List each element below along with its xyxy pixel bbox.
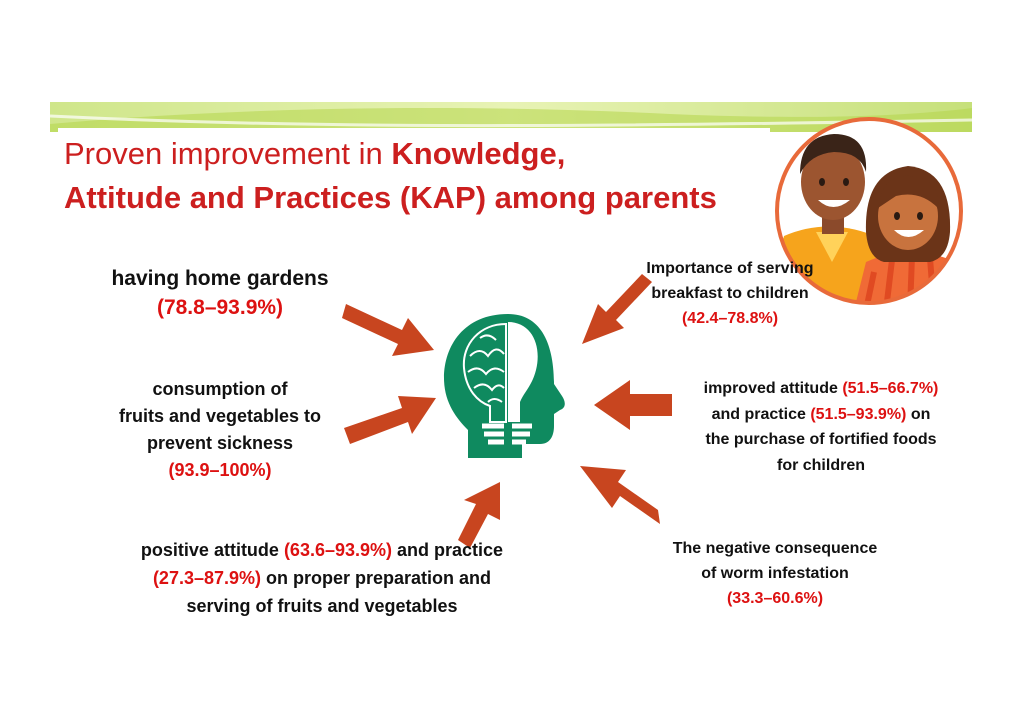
item-text: and practice [711, 405, 811, 423]
item-range: (42.4–78.8%) [681, 310, 779, 327]
arrow-icon-gardens [340, 290, 440, 369]
item-text: for children [776, 456, 865, 474]
item-range: (78.8–93.9%) [156, 296, 284, 319]
head-brain-lightbulb-icon [436, 310, 588, 465]
item-label-line-1: Importance of serving [646, 260, 814, 277]
arrow-icon-fruits [340, 388, 440, 457]
item-text: positive attitude [140, 540, 284, 560]
item-label-line-2: of worm infestation [701, 565, 849, 582]
item-home-gardens [98, 264, 342, 322]
item-label-line-2: fruits and vegetables to [118, 406, 322, 426]
item-label-line-3: prevent sickness [146, 433, 294, 453]
item-label-line-1: consumption of [152, 379, 288, 399]
item-range-1: (51.5–66.7%) [842, 380, 939, 397]
item-breakfast [624, 256, 836, 331]
item-text: the purchase of fortified foods [705, 431, 937, 448]
item-fruits-vegetables [100, 376, 340, 484]
item-text: serving of fruits and vegetables [186, 596, 458, 616]
item-text: improved attitude [703, 380, 843, 397]
item-range: (33.3–60.6%) [726, 590, 824, 607]
item-text: on proper preparation and [261, 568, 492, 588]
item-fortified-foods [676, 376, 966, 478]
item-text: on [906, 405, 931, 423]
arrow-icon-fortified [590, 376, 674, 439]
item-text: and practice [392, 540, 504, 560]
item-label: having home gardens [111, 267, 329, 290]
arrow-icon-worm [576, 462, 664, 545]
item-range-1: (63.6–93.9%) [283, 540, 393, 560]
item-label-line-1: The negative consequence [672, 540, 878, 557]
page-title-line-2: Attitude and Practices (KAP) among parents [64, 180, 717, 215]
item-range-2: (51.5–93.9%) [810, 405, 907, 423]
item-preparation [110, 536, 534, 620]
item-worm-infestation [650, 536, 900, 611]
item-range-2: (27.3–87.9%) [152, 568, 262, 588]
page-title-line-1: Proven improvement in Knowledge, [64, 136, 566, 171]
item-range: (93.9–100%) [168, 460, 272, 480]
item-label-line-2: breakfast to children [651, 285, 809, 302]
